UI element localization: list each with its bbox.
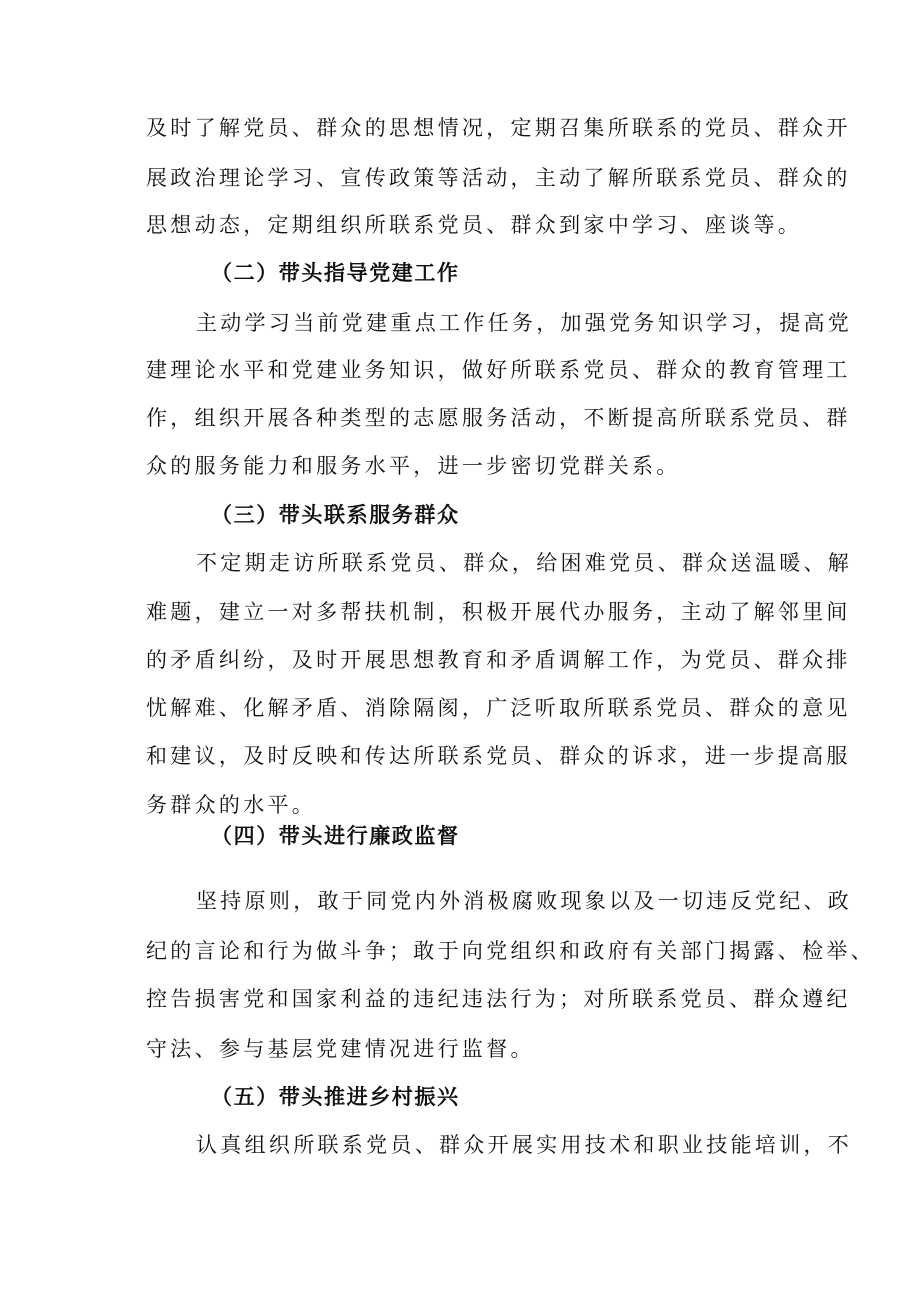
paragraph-line: 主动学习当前党建重点工作任务，加强党务知识学习，提高党 [196,311,853,335]
section-heading: （五）带头推进乡村振兴 [211,1085,460,1109]
paragraph-line: 守法、参与基层党建情况进行监督。 [146,1037,535,1061]
paragraph-line: 建理论水平和党建业务知识，做好所联系党员、群众的教育管理工 [146,358,851,382]
paragraph-line: 展政治理论学习、宣传政策等活动，主动了解所联系党员、群众的 [146,166,851,190]
paragraph-line: 众的服务能力和服务水平，进一步密切党群关系。 [146,454,681,478]
paragraph-line: 认真组织所联系党员、群众开展实用技术和职业技能培训，不 [196,1133,853,1157]
paragraph-line: 忧解难、化解矛盾、消除隔阂，广泛听取所联系党员、群众的意见 [146,696,851,720]
paragraph-line: 及时了解党员、群众的思想情况，定期召集所联系的党员、群众开 [146,116,851,140]
paragraph-line: 坚持原则，敢于同党内外消极腐败现象以及一切违反党纪、政 [196,889,853,913]
paragraph-line: 难题，建立一对多帮扶机制，积极开展代办服务，主动了解邻里间 [146,600,851,624]
paragraph-line: 纪的言论和行为做斗争；敢于向党组织和政府有关部门揭露、检举、 [146,939,875,963]
paragraph-line: 的矛盾纠纷，及时开展思想教育和矛盾调解工作，为党员、群众排 [146,648,851,672]
paragraph-line: 不定期走访所联系党员、群众，给困难党员、群众送温暖、解 [196,551,853,575]
paragraph-line: 控告损害党和国家利益的违纪违法行为；对所联系党员、群众遵纪 [146,987,851,1011]
paragraph-line: 和建议，及时反映和传达所联系党员、群众的诉求，进一步提高服 [146,744,851,768]
paragraph-line: 作，组织开展各种类型的志愿服务活动，不断提高所联系党员、群 [146,406,851,430]
paragraph-line: 务群众的水平。 [146,793,317,817]
section-heading: （三）带头联系服务群众 [211,503,460,527]
paragraph-line: 思想动态，定期组织所联系党员、群众到家中学习、座谈等。 [146,213,803,237]
section-heading: （二）带头指导党建工作 [211,261,460,285]
section-heading: （四）带头进行廉政监督 [211,824,460,848]
